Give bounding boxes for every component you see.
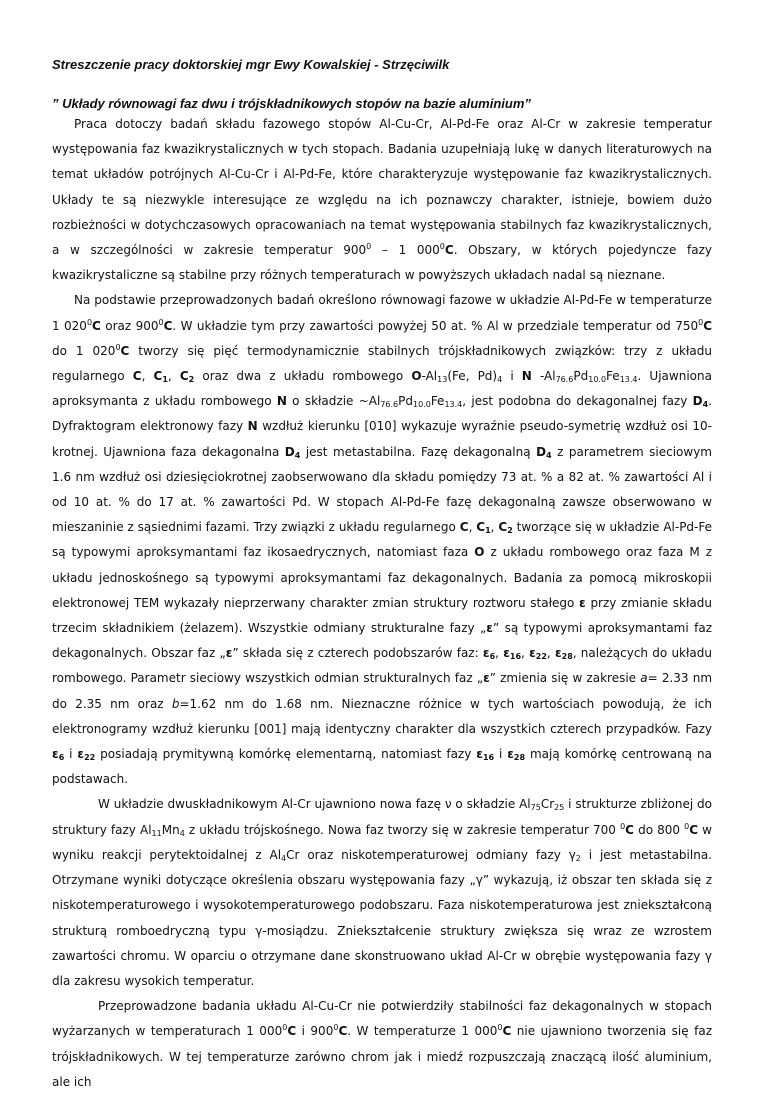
paragraph-3: W układzie dwuskładnikowym Al-Cr ujawniono nowa fazę ν o składzie $Al_{75}Cr_{25}$ i strukturze zbliżonej do struktury fazy $Al_{11}Mn_4$ z układu trójskośnego. Nowa faz tworzy się w zakresie temperatur 700 $^0$C do 800 $^0$C w wyniku reakcji perytektoidalnej z $Al_4Cr$ oraz niskotemperaturowej odmiany fazy $\gamma_2$ i jest metastabilna. Otrzymane wyniki dotyczące określenia obszaru występowania fazy „γ” wykazują, iż obszar ten składa się z niskotemperaturowego i wysokotemperaturowego podobszaru. Faza niskotemperaturowa jest zniekształconą strukturą romboedryczną typu γ-mosiądzu. Zniekształcenie struktury zwiększa się wraz ze wzrostem zawartości chromu. W oparciu o otrzymane dane skonstruowano układ Al-Cr w obrębie występowania fazy γ dla zakresu wysokich temperatur.: [52, 797, 712, 988]
document-heading: Streszczenie pracy doktorskiej mgr Ewy Kowalskiej - Strzęciwilk: [52, 57, 450, 72]
paragraph-2: Na podstawie przeprowadzonych badań określono równowagi fazowe w układzie Al-Pd-Fe w temperaturze 1 $020^0C$ oraz $900^0C$. W układzie tym przy zawartości powyżej 50 at. % Al w przedziale temperatur od $750^0C$ do 1 $020^0C$ tworzy się pięć termodynamicznie stabilnych trójskładnikowych związków: trzy z układu regularnego C, $C_1$, $C_2$ oraz dwa z układu rombowego $O-Al_{13}(Fe$, $Pd)_4$ i N $-Al_{76.6}Pd_{10.0}Fe_{13.4}$. Ujawniona aproksymanta z układu rombowego N o składzie $\sim Al_{76.6}Pd_{10.0}Fe_{13.4}$, jest podobna do dekagonalnej fazy $D_4$. Dyfraktogram elektronowy fazy N wzdłuż kierunku [010] wykazuje wyraźnie pseudo-symetrię wzdłuż osi 10-krotnej. Ujawniona faza dekagonalna $D_4$ jest metastabilna. Fazę dekagonalną $D_4$ z parametrem sieciowym 1.6 nm wzdłuż osi dziesięciokrotnej zaobserwowano dla składu pomiędzy 73 at. % a 82 at. % zawartości Al i od 10 at. % do 17 at. % zawartości Pd. W stopach Al-Pd-Fe fazę dekagonalną zawsze obserwowano w mieszaninie z sąsiednimi fazami. Trzy związki z układu regularnego C, $C_1$, $C_2$ tworzące się w układzie Al-Pd-Fe są typowymi aproksymantami faz ikosaedrycznych, natomiast faza O z układu rombowego oraz faza M z układu jednoskośnego są typowymi aproksymantami faz dekagonalnych. Badania za pomocą mikroskopii elektronowej TEM wykazały nieprzerwany charakter zmian struktury roztworu stałego ε przy zmianie składu trzecim składnikiem (żelazem). Wszystkie odmiany strukturalne fazy „ε” są typowymi aproksymantami faz dekagonalnych. Obszar faz „ε” składa się z czterech podobszarów faz: $\varepsilon_6$, $\varepsilon_{16}$, $\varepsilon_{22}$, $\varepsilon_{28}$, należących do układu rombowego. Parametr sieciowy wszystkich odmian strukturalnych faz „ε” zmienia się w zakresie a= 2.33 nm do 2.35 nm oraz b=1.62 nm do 1.68 nm. Nieznaczne różnice w tych wartościach powodują, że ich elektronogramy wzdłuż kierunku [001] mają identyczny charakter dla wszystkich czterech przypadków. Fazy $\varepsilon_6$ i $\varepsilon_{22}$ posiadają prymitywną komórkę elementarną, natomiast fazy $\varepsilon_{16}$ i $\varepsilon_{28}$ mają komórkę centrowaną na podstawach.: [52, 293, 713, 787]
abstract-body: [52, 112, 712, 1095]
paragraph-1: Praca dotoczy badań składu fazowego stopów Al-Cu-Cr, Al-Pd-Fe oraz Al-Cr w zakresie temperatur występowania faz kwazikrystalicznych w tych stopach. Badania uzupełniają lukę w danych literaturowych na temat układów potrójnych Al-Cu-Cr i Al-Pd-Fe, które charakteryzuje występowanie faz kwazikrystalicznych. Układy te są niezwykle interesujące ze względu na ich poznawczy charakter, istnieje, bowiem dużo rozbieżności w dotychczasowych opracowaniach na temat występowania stabilnych faz kwazikrystalicznych, a w szczególności w zakresie temperatur $900^0 - 1$ $000^0C$. Obszary, w których pojedyncze fazy kwazikrystaliczne są stabilne przy różnych temperaturach w powyższych układach nadal są nieznane.: [52, 117, 712, 283]
paragraph-4: Przeprowadzone badania układu Al-Cu-Cr nie potwierdziły stabilności faz dekagonalnych w stopach wyżarzanych w temperaturach 1 $000^0C$ i $900^0C$. W temperaturze 1 $000^0C$ nie ujawniono tworzenia się faz trójskładnikowych. W tej temperaturze zarówno chrom jak i miedź rozpuszczają znaczącą ilość aluminium, ale ich: [52, 999, 713, 1089]
thesis-title: ” Układy równowagi faz dwu i trójskładnikowych stopów na bazie aluminium”: [52, 96, 531, 111]
